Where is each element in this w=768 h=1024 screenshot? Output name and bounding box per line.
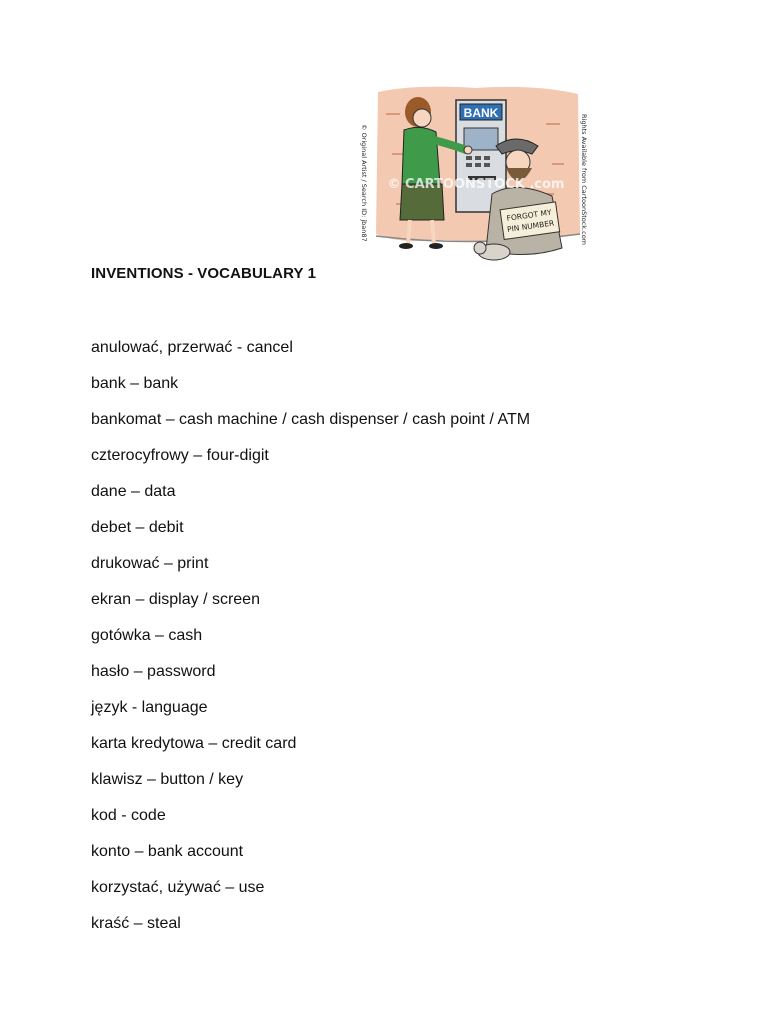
vocabulary-list bbox=[91, 338, 530, 950]
vocabulary-item: gotówka – cash bbox=[91, 627, 203, 644]
vocabulary-item: karta kredytowa – credit card bbox=[91, 735, 297, 752]
vocabulary-item: klawisz – button / key bbox=[91, 771, 244, 788]
vocabulary-item: korzystać, używać – use bbox=[91, 879, 265, 896]
document-title: INVENTIONS - VOCABULARY 1 bbox=[91, 265, 317, 282]
vocabulary-item: kraść – steal bbox=[91, 915, 181, 932]
vocabulary-item: dane – data bbox=[91, 483, 176, 500]
left-credit-text: © Original Artist / Search ID: jban87 bbox=[360, 124, 368, 242]
vocabulary-item: bank – bank bbox=[91, 375, 179, 392]
vocabulary-item: bankomat – cash machine / cash dispenser / cash point / ATM bbox=[91, 411, 531, 428]
beggar-sign-line-1: FORGOT MY bbox=[506, 207, 553, 223]
vocabulary-item: anulować, przerwać - cancel bbox=[91, 339, 293, 356]
cartoonstock-watermark: © CARTOONSTOCK .com bbox=[387, 177, 565, 192]
vocabulary-item: ekran – display / screen bbox=[91, 591, 260, 608]
atm-cartoon-illustration bbox=[356, 84, 588, 280]
vocabulary-item: drukować – print bbox=[91, 555, 209, 572]
vocabulary-item: język - language bbox=[91, 699, 208, 716]
beggar-sign-line-2: PIN NUMBER bbox=[506, 218, 555, 234]
bank-sign-text: BANK bbox=[463, 106, 499, 120]
vocabulary-item: kod - code bbox=[91, 807, 166, 824]
vocabulary-item: hasło – password bbox=[91, 663, 216, 680]
vocabulary-item: czterocyfrowy – four-digit bbox=[91, 447, 269, 464]
right-credit-text: Rights Available from CartoonStock.com bbox=[580, 114, 588, 246]
vocabulary-item: debet – debit bbox=[91, 519, 184, 536]
vocabulary-item: konto – bank account bbox=[91, 843, 244, 860]
